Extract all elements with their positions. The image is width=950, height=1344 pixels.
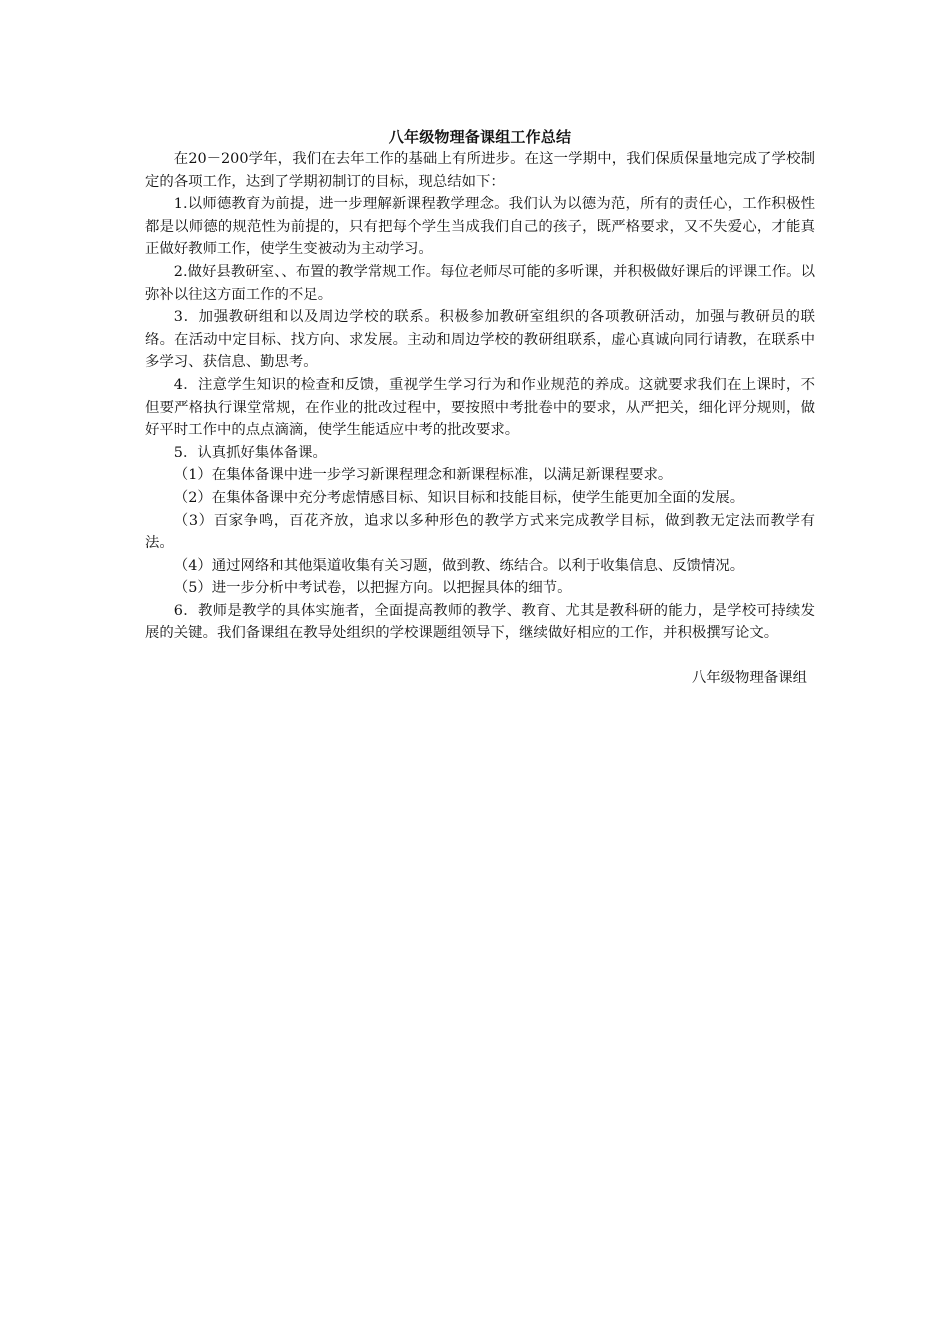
document-page (145, 126, 815, 690)
paragraph-item-1: 1.以师德教育为前提，进一步理解新课程教学理念。我们认为以德为范，所有的责任心，工作积极性都是以师德的规范性为前提的，只有把每个学生当成我们自己的孩子，既严格要求，又不失爱心，才能真正做好教师工作，使学生变被动为主动学习。 (145, 196, 815, 258)
paragraph-item-4: 4．注意学生知识的检查和反馈，重视学生学习行为和作业规范的养成。这就要求我们在上课时，不但要严格执行课堂常规，在作业的批改过程中，要按照中考批卷中的要求，从严把关，细化评分规则，做好平时工作中的点点滴滴，使学生能适应中考的批改要求。 (145, 376, 815, 439)
paragraph-item-3: 3．加强教研组和以及周边学校的联系。积极参加教研室组织的各项教研活动，加强与教研员的联络。在活动中定目标、找方向、求发展。主动和周边学校的教研组联系，虚心真诚向同行请教，在联系中多学习、获信息、勤思考。 (145, 309, 815, 371)
paragraph-subitem-5: （5）进一步分析中考试卷，以把握方向。以把握具体的细节。 (173, 580, 572, 597)
paragraph-intro: 在20－200学年，我们在去年工作的基础上有所进步。在这一学期中，我们保质保量地完成了学校制定的各项工作，达到了学期初制订的目标，现总结如下： (145, 151, 815, 190)
paragraph-subitem-4: （4）通过网络和其他渠道收集有关习题，做到教、练结合。以利于收集信息、反馈情况。 (173, 557, 745, 574)
paragraph-item-2: 2.做好县教研室、、布置的教学常规工作。每位老师尽可能的多听课，并积极做好课后的评课工作。以弥补以往这方面工作的不足。 (145, 263, 815, 303)
document-title: 八年级物理备课组工作总结 (388, 128, 572, 146)
document-signature: 八年级物理备课组 (691, 670, 807, 687)
paragraph-subitem-3: （3）百家争鸣，百花齐放，追求以多种形色的教学方式来完成教学目标，做到教无定法而教学有法。 (145, 512, 815, 552)
paragraph-subitem-2: （2）在集体备课中充分考虑情感目标、知识目标和技能目标，使学生能更加全面的发展。 (173, 489, 745, 506)
paragraph-item-5: 5．认真抓好集体备课。 (173, 444, 327, 461)
paragraph-subitem-1: （1）在集体备课中进一步学习新课程理念和新课程标准，以满足新课程要求。 (173, 467, 673, 484)
paragraph-item-6: 6．教师是教学的具体实施者，全面提高教师的教学、教育、尤其是教科研的能力，是学校可持续发展的关键。我们备课组在教导处组织的学校课题组领导下，继续做好相应的工作，并积极撰写论文。 (145, 602, 815, 642)
